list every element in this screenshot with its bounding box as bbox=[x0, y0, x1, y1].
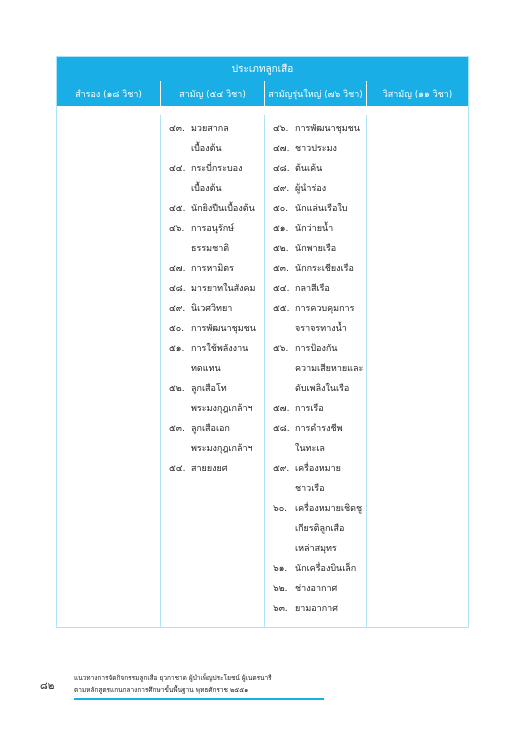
item-text: สายยงยศ bbox=[191, 464, 228, 474]
list-item bbox=[273, 279, 364, 299]
item-text: นักแล่นเรือใบ bbox=[295, 204, 348, 214]
item-text: นักพายเรือ bbox=[295, 244, 337, 254]
item-number: ๕๐. bbox=[169, 324, 185, 334]
item-text: ต้นเค้น bbox=[295, 164, 323, 174]
item-text: กระบี่กระบอง เบื้องต้น bbox=[191, 164, 243, 194]
table-header-row bbox=[57, 81, 468, 106]
list-item bbox=[273, 179, 364, 199]
list-item bbox=[169, 119, 262, 159]
item-text: การป้องกัน ความเสียหายและ ดับเพลิงในเรือ bbox=[295, 344, 364, 394]
list-item bbox=[273, 499, 364, 559]
item-number: ๔๙. bbox=[273, 184, 290, 194]
list-item bbox=[273, 599, 364, 619]
item-number: ๕๐. bbox=[273, 204, 289, 214]
footer-line-1: แนวทางการจัดกิจกรรมลูกเสือ ยุวกาชาด ผู้บำเพ็ญประโยชน์ ผู้เนตรนารี bbox=[74, 674, 272, 682]
item-number: ๕๔. bbox=[169, 464, 186, 474]
item-number: ๖๒. bbox=[273, 584, 288, 594]
list-item bbox=[273, 259, 364, 279]
item-text: นักเครื่องบินเล็ก bbox=[295, 564, 357, 574]
item-text: ลูกเสือเอก พระมงกุฎเกล้าฯ bbox=[191, 424, 253, 454]
list-item bbox=[169, 379, 262, 419]
item-number: ๕๖. bbox=[273, 344, 289, 354]
list-item bbox=[273, 139, 364, 159]
item-number: ๔๘. bbox=[273, 164, 290, 174]
list-item bbox=[273, 119, 364, 139]
item-number: ๔๔. bbox=[169, 164, 186, 174]
item-text: ชาวประมง bbox=[295, 144, 337, 154]
item-text: ช่างอากาศ bbox=[295, 584, 338, 594]
item-number: ๔๙. bbox=[169, 304, 186, 314]
item-text: ยามอากาศ bbox=[295, 604, 338, 614]
item-number: ๕๑. bbox=[273, 224, 289, 234]
header-senior-scout: สามัญรุ่นใหญ่ (๗๖ วิชา) bbox=[264, 81, 366, 106]
item-text: การเรือ bbox=[295, 404, 324, 414]
col-senior-scout bbox=[264, 115, 366, 627]
item-number: ๕๑. bbox=[169, 344, 185, 354]
item-text: นิเวศวิทยา bbox=[191, 304, 233, 314]
item-number: ๔๘. bbox=[169, 284, 186, 294]
item-number: ๕๒. bbox=[273, 244, 289, 254]
item-number: ๔๗. bbox=[273, 144, 290, 154]
item-number: ๕๔. bbox=[273, 284, 290, 294]
item-number: ๕๕. bbox=[273, 304, 290, 314]
list-item bbox=[169, 219, 262, 259]
scout-badge-table bbox=[56, 56, 469, 628]
item-number: ๔๕. bbox=[169, 204, 186, 214]
list-item bbox=[273, 579, 364, 599]
item-number: ๖๓. bbox=[273, 604, 288, 614]
item-number: ๕๓. bbox=[169, 424, 185, 434]
list-item bbox=[169, 459, 262, 479]
item-number: ๔๖. bbox=[169, 224, 185, 234]
col-cub-scout bbox=[57, 115, 160, 627]
page-number: ๘๒ bbox=[40, 681, 55, 692]
col-rover-scout bbox=[366, 115, 468, 627]
footer-line-2: ตามหลักสูตรแกนกลางการศึกษาขั้นพื้นฐาน พุทธศักราช ๒๕๕๑ bbox=[74, 686, 249, 694]
item-number: ๕๙. bbox=[273, 464, 290, 474]
item-text: เครื่องหมาย ชาวเรือ bbox=[295, 464, 341, 494]
item-number: ๖๐. bbox=[273, 504, 288, 514]
item-text: การควบคุมการ จราจรทางน้ำ bbox=[295, 304, 355, 334]
list-item bbox=[169, 199, 262, 219]
list-item bbox=[169, 419, 262, 459]
item-text: มารยาทในสังคม bbox=[191, 284, 256, 294]
table-body-row bbox=[57, 115, 468, 627]
item-text: ลูกเสือโท พระมงกุฎเกล้าฯ bbox=[191, 384, 253, 414]
list-item bbox=[169, 339, 262, 379]
item-number: ๕๗. bbox=[273, 404, 290, 414]
item-text: การอนุรักษ์ ธรรมชาติ bbox=[191, 224, 235, 254]
list-item bbox=[169, 259, 262, 279]
page-footer bbox=[40, 672, 290, 702]
list-item bbox=[273, 219, 364, 239]
header-rover-scout: วิสามัญ (๑๑ วิชา) bbox=[366, 81, 468, 106]
item-text: เครื่องหมายเชิดชู เกียรติลูกเสือ เหล่าสมุทร bbox=[295, 504, 363, 554]
list-item bbox=[273, 199, 364, 219]
item-number: ๕๒. bbox=[169, 384, 185, 394]
list-item bbox=[169, 279, 262, 299]
item-text: นักกระเชียงเรือ bbox=[295, 264, 354, 274]
footer-rule bbox=[74, 698, 324, 700]
table-title: ประเภทลูกเสือ bbox=[57, 57, 468, 81]
item-number: ๔๓. bbox=[169, 124, 185, 134]
item-text: การหามิตร bbox=[191, 264, 234, 274]
list-item bbox=[169, 319, 262, 339]
list-item bbox=[273, 459, 364, 499]
item-text: กลาสีเรือ bbox=[295, 284, 330, 294]
item-text: นักยิงปืนเบื้องต้น bbox=[191, 204, 255, 214]
list-item bbox=[273, 299, 364, 339]
item-number: ๕๘. bbox=[273, 424, 290, 434]
list-item bbox=[273, 339, 364, 399]
item-number: ๔๖. bbox=[273, 124, 289, 134]
list-item bbox=[169, 159, 262, 199]
item-text: การพัฒนาชุมชน bbox=[191, 324, 256, 334]
list-item bbox=[273, 159, 364, 179]
item-text: การดำรงชีพ ในทะเล bbox=[295, 424, 343, 454]
list-item bbox=[273, 239, 364, 259]
item-text: ผู้นำร่อง bbox=[295, 184, 327, 194]
list-item bbox=[273, 559, 364, 579]
item-text: มวยสากล เบื้องต้น bbox=[191, 124, 229, 154]
item-number: ๖๑. bbox=[273, 564, 288, 574]
header-cub-scout: สำรอง (๑๘ วิชา) bbox=[57, 81, 160, 106]
item-text: การใช้พลังงาน ทดแทน bbox=[191, 344, 249, 374]
list-item bbox=[273, 399, 364, 419]
item-number: ๕๓. bbox=[273, 264, 289, 274]
item-number: ๔๗. bbox=[169, 264, 186, 274]
list-item bbox=[273, 419, 364, 459]
footer-text bbox=[74, 672, 272, 696]
header-scout: สามัญ (๕๔ วิชา) bbox=[160, 81, 264, 106]
list-item bbox=[169, 299, 262, 319]
item-text: นักว่ายน้ำ bbox=[295, 224, 334, 234]
col-scout bbox=[160, 115, 264, 627]
item-text: การพัฒนาชุมชน bbox=[295, 124, 360, 134]
